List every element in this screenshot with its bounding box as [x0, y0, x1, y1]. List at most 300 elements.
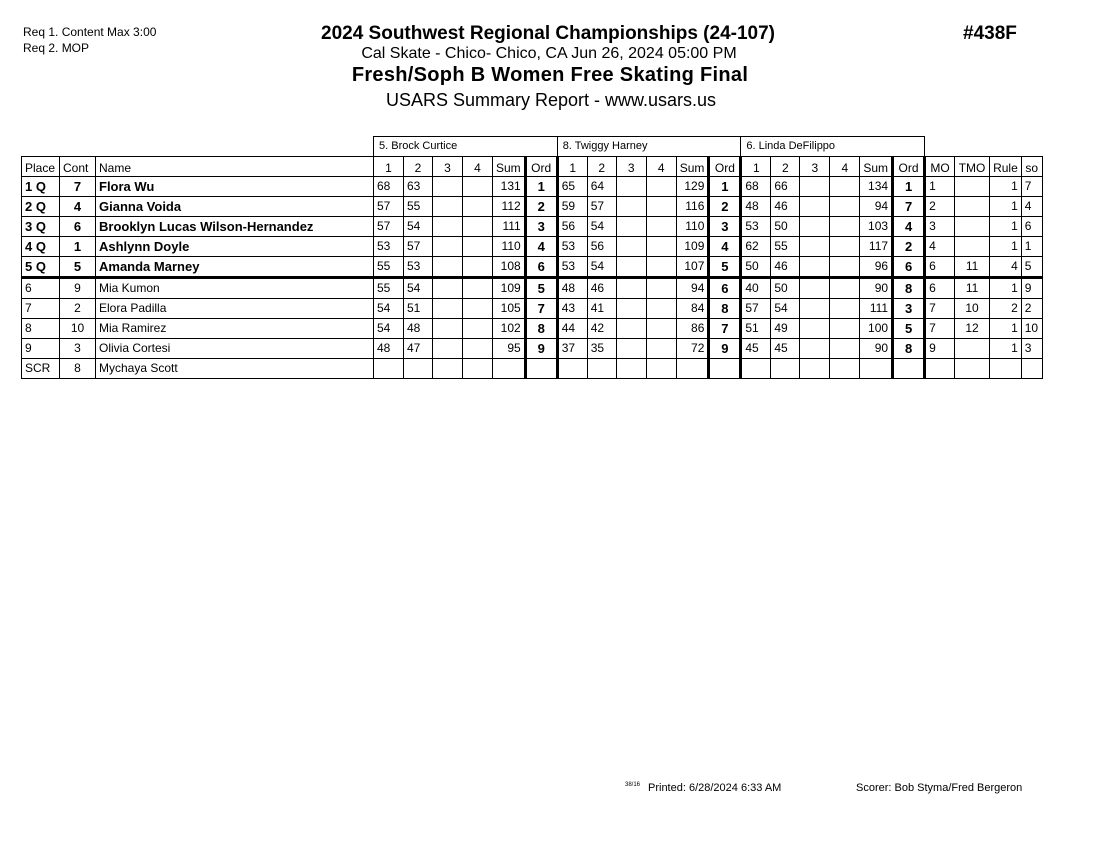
judge-1-sum-cell: 95	[493, 339, 526, 359]
judge-1-score-1-cell: 55	[374, 278, 404, 299]
judge-2-score-3-cell	[616, 177, 646, 197]
judge-3-sum-cell	[860, 359, 893, 379]
judge-2-sum-cell: 84	[676, 299, 709, 319]
judge-1-ordinal-cell: 9	[525, 339, 557, 359]
judge-2-sum-cell: 94	[676, 278, 709, 299]
mo-cell	[925, 359, 955, 379]
place-cell: 2 Q	[22, 197, 60, 217]
judge-1-sum-cell: 109	[493, 278, 526, 299]
judge-1-score-4-cell	[463, 319, 493, 339]
rule-cell	[990, 359, 1022, 379]
judge-2-score-1-cell: 44	[557, 319, 587, 339]
judge-1-sum-cell: 102	[493, 319, 526, 339]
col-j1-ord: Ord	[525, 157, 557, 177]
judge-1-sum-cell: 105	[493, 299, 526, 319]
mo-cell: 3	[925, 217, 955, 237]
judge-3-score-3-cell	[800, 217, 830, 237]
rule-cell: 1	[990, 319, 1022, 339]
col-j1-sum: Sum	[493, 157, 526, 177]
contestant-number-cell: 2	[60, 299, 96, 319]
judge-3-score-3-cell	[800, 237, 830, 257]
judge-2-score-4-cell	[646, 257, 676, 278]
judge-1-ordinal-cell: 4	[525, 237, 557, 257]
judge-1-score-2-cell	[404, 359, 433, 379]
judge-3-sum-cell: 134	[860, 177, 893, 197]
judge-3-sum-cell: 100	[860, 319, 893, 339]
judge-3-score-4-cell	[830, 339, 860, 359]
event-number: #438F	[963, 23, 1017, 44]
judge-3-ordinal-cell: 1	[893, 177, 925, 197]
judge-3-score-3-cell	[800, 197, 830, 217]
judge-1-score-1-cell: 54	[374, 299, 404, 319]
judge-2-ordinal-cell: 8	[709, 299, 741, 319]
table-row	[22, 177, 1043, 197]
judge-3-sum-cell: 90	[860, 278, 893, 299]
skater-name-cell: Mia Ramirez	[96, 319, 374, 339]
judge-2-score-4-cell	[646, 319, 676, 339]
judge-1-score-3-cell	[433, 319, 463, 339]
judge-2-sum-cell: 110	[676, 217, 709, 237]
judges-row	[22, 137, 1043, 157]
skater-name-cell: Brooklyn Lucas Wilson-Hernandez	[96, 217, 374, 237]
table-row	[22, 217, 1043, 237]
judge-2-score-3-cell	[616, 237, 646, 257]
judge-3-name: 6. Linda DeFilippo	[741, 137, 925, 157]
judge-1-sum-cell	[493, 359, 526, 379]
judge-2-ordinal-cell: 1	[709, 177, 741, 197]
skater-name-cell: Ashlynn Doyle	[96, 237, 374, 257]
so-cell: 1	[1021, 237, 1042, 257]
judge-3-score-4-cell	[830, 359, 860, 379]
so-cell	[1021, 359, 1042, 379]
tmo-cell: 12	[955, 319, 990, 339]
judge-1-sum-cell: 131	[493, 177, 526, 197]
skater-name-cell: Amanda Marney	[96, 257, 374, 278]
table-row	[22, 319, 1043, 339]
col-j1-s3: 3	[433, 157, 463, 177]
judge-3-score-1-cell: 68	[741, 177, 771, 197]
col-j2-s2: 2	[587, 157, 616, 177]
judge-3-score-1-cell: 48	[741, 197, 771, 217]
judge-2-score-2-cell: 46	[587, 278, 616, 299]
judge-3-score-4-cell	[830, 237, 860, 257]
contestant-number-cell: 5	[60, 257, 96, 278]
tmo-cell	[955, 217, 990, 237]
footer-code: 38/16	[625, 782, 641, 788]
judge-1-score-2-cell: 63	[404, 177, 433, 197]
contestant-number-cell: 1	[60, 237, 96, 257]
judge-3-score-3-cell	[800, 278, 830, 299]
tmo-cell: 11	[955, 278, 990, 299]
judge-3-sum-cell: 103	[860, 217, 893, 237]
judge-1-score-4-cell	[463, 257, 493, 278]
skater-name-cell: Mychaya Scott	[96, 359, 374, 379]
rule-cell: 2	[990, 299, 1022, 319]
judge-2-score-1-cell: 37	[557, 339, 587, 359]
competition-title: 2024 Southwest Regional Championships (24-107)	[321, 23, 775, 44]
judge-1-score-4-cell	[463, 359, 493, 379]
table-row	[22, 197, 1043, 217]
judge-1-sum-cell: 111	[493, 217, 526, 237]
judge-1-sum-cell: 108	[493, 257, 526, 278]
skater-name-cell: Flora Wu	[96, 177, 374, 197]
judge-2-sum-cell: 86	[676, 319, 709, 339]
place-cell: 3 Q	[22, 217, 60, 237]
judge-2-sum-cell	[676, 359, 709, 379]
requirement-2: Req 2. MOP	[23, 41, 90, 55]
judge-3-score-1-cell: 57	[741, 299, 771, 319]
col-j3-s1: 1	[741, 157, 771, 177]
judge-3-score-4-cell	[830, 299, 860, 319]
judge-1-ordinal-cell: 5	[525, 278, 557, 299]
judge-3-score-2-cell: 49	[771, 319, 800, 339]
judge-1-score-2-cell: 53	[404, 257, 433, 278]
judge-3-score-2-cell: 55	[771, 237, 800, 257]
judge-3-score-3-cell	[800, 319, 830, 339]
col-j2-sum: Sum	[676, 157, 709, 177]
skater-name-cell: Elora Padilla	[96, 299, 374, 319]
judge-1-score-3-cell	[433, 339, 463, 359]
judge-3-ordinal-cell: 3	[893, 299, 925, 319]
place-cell: 9	[22, 339, 60, 359]
judge-1-score-2-cell: 51	[404, 299, 433, 319]
judge-3-score-2-cell: 46	[771, 197, 800, 217]
col-j3-ord: Ord	[893, 157, 925, 177]
judge-2-score-3-cell	[616, 339, 646, 359]
judge-2-score-2-cell: 41	[587, 299, 616, 319]
judge-1-score-4-cell	[463, 177, 493, 197]
col-tmo: TMO	[955, 157, 990, 177]
judge-2-ordinal-cell: 9	[709, 339, 741, 359]
judge-2-sum-cell: 109	[676, 237, 709, 257]
judge-1-score-1-cell: 57	[374, 217, 404, 237]
judge-2-score-2-cell: 64	[587, 177, 616, 197]
judge-2-score-1-cell: 53	[557, 237, 587, 257]
judge-1-score-4-cell	[463, 278, 493, 299]
judge-2-score-2-cell: 57	[587, 197, 616, 217]
judge-2-score-1-cell: 53	[557, 257, 587, 278]
col-so: so	[1021, 157, 1042, 177]
judge-1-ordinal-cell: 2	[525, 197, 557, 217]
contestant-number-cell: 3	[60, 339, 96, 359]
table-row	[22, 237, 1043, 257]
judge-2-score-1-cell: 48	[557, 278, 587, 299]
rule-cell: 1	[990, 237, 1022, 257]
skater-name-cell: Mia Kumon	[96, 278, 374, 299]
so-cell: 9	[1021, 278, 1042, 299]
judge-2-ordinal-cell: 2	[709, 197, 741, 217]
header-row	[22, 157, 1043, 177]
judge-3-score-2-cell: 50	[771, 278, 800, 299]
judge-1-score-3-cell	[433, 197, 463, 217]
judge-1-ordinal-cell: 1	[525, 177, 557, 197]
so-cell: 6	[1021, 217, 1042, 237]
judge-1-sum-cell: 110	[493, 237, 526, 257]
rule-cell: 1	[990, 339, 1022, 359]
judge-3-score-1-cell: 51	[741, 319, 771, 339]
judge-1-score-2-cell: 54	[404, 217, 433, 237]
judge-1-score-2-cell: 57	[404, 237, 433, 257]
judge-3-score-4-cell	[830, 278, 860, 299]
judge-3-score-1-cell: 40	[741, 278, 771, 299]
judge-2-score-4-cell	[646, 237, 676, 257]
place-cell: 4 Q	[22, 237, 60, 257]
judge-3-score-3-cell	[800, 299, 830, 319]
judge-2-score-2-cell: 35	[587, 339, 616, 359]
judge-3-score-3-cell	[800, 177, 830, 197]
so-cell: 10	[1021, 319, 1042, 339]
judge-3-score-4-cell	[830, 257, 860, 278]
mo-cell: 6	[925, 257, 955, 278]
judge-1-score-4-cell	[463, 299, 493, 319]
tmo-cell: 11	[955, 257, 990, 278]
so-cell: 4	[1021, 197, 1042, 217]
judge-3-score-3-cell	[800, 339, 830, 359]
requirement-1: Req 1. Content Max 3:00	[23, 25, 157, 39]
judge-1-score-1-cell: 54	[374, 319, 404, 339]
col-rule: Rule	[990, 157, 1022, 177]
mo-cell: 7	[925, 319, 955, 339]
contestant-number-cell: 9	[60, 278, 96, 299]
col-j3-sum: Sum	[860, 157, 893, 177]
judge-1-score-3-cell	[433, 217, 463, 237]
judge-2-sum-cell: 72	[676, 339, 709, 359]
judge-2-score-1-cell: 65	[557, 177, 587, 197]
judge-2-score-2-cell: 42	[587, 319, 616, 339]
judge-1-score-2-cell: 48	[404, 319, 433, 339]
judge-3-ordinal-cell: 8	[893, 278, 925, 299]
judge-1-ordinal-cell: 7	[525, 299, 557, 319]
contestant-number-cell: 4	[60, 197, 96, 217]
col-j1-s2: 2	[404, 157, 433, 177]
judge-3-score-2-cell: 45	[771, 339, 800, 359]
judge-3-score-1-cell: 53	[741, 217, 771, 237]
judge-3-sum-cell: 94	[860, 197, 893, 217]
place-cell: SCR	[22, 359, 60, 379]
event-title: Fresh/Soph B Women Free Skating Final	[351, 64, 749, 86]
judge-3-score-4-cell	[830, 177, 860, 197]
judge-2-score-4-cell	[646, 339, 676, 359]
judge-3-score-1-cell: 62	[741, 237, 771, 257]
mo-cell: 9	[925, 339, 955, 359]
judge-3-score-1-cell: 45	[741, 339, 771, 359]
col-j3-s3: 3	[800, 157, 830, 177]
judge-3-score-4-cell	[830, 197, 860, 217]
judge-3-sum-cell: 96	[860, 257, 893, 278]
place-cell: 8	[22, 319, 60, 339]
judge-2-ordinal-cell: 6	[709, 278, 741, 299]
place-cell: 6	[22, 278, 60, 299]
judge-2-score-2-cell: 54	[587, 217, 616, 237]
mo-cell: 7	[925, 299, 955, 319]
so-cell: 5	[1021, 257, 1042, 278]
mo-cell: 4	[925, 237, 955, 257]
judge-2-score-2-cell	[587, 359, 616, 379]
mo-cell: 1	[925, 177, 955, 197]
judge-3-score-3-cell	[800, 359, 830, 379]
judge-1-score-3-cell	[433, 237, 463, 257]
judge-3-score-1-cell: 50	[741, 257, 771, 278]
judge-2-score-3-cell	[616, 257, 646, 278]
judge-2-score-3-cell	[616, 278, 646, 299]
judge-3-ordinal-cell: 6	[893, 257, 925, 278]
rule-cell: 1	[990, 197, 1022, 217]
contestant-number-cell: 8	[60, 359, 96, 379]
judge-2-score-1-cell: 59	[557, 197, 587, 217]
table-row	[22, 299, 1043, 319]
judge-2-score-4-cell	[646, 197, 676, 217]
judge-1-score-2-cell: 55	[404, 197, 433, 217]
judge-3-ordinal-cell	[893, 359, 925, 379]
printed-date: Printed: 6/28/2024 6:33 AM	[648, 782, 782, 794]
col-j2-s4: 4	[646, 157, 676, 177]
judge-2-score-3-cell	[616, 197, 646, 217]
contestant-number-cell: 6	[60, 217, 96, 237]
judge-3-sum-cell: 117	[860, 237, 893, 257]
judge-1-score-4-cell	[463, 217, 493, 237]
judge-1-score-2-cell: 47	[404, 339, 433, 359]
judge-2-ordinal-cell	[709, 359, 741, 379]
tmo-cell	[955, 197, 990, 217]
judge-1-score-1-cell: 68	[374, 177, 404, 197]
judge-1-ordinal-cell: 6	[525, 257, 557, 278]
col-j2-ord: Ord	[709, 157, 741, 177]
judge-2-score-4-cell	[646, 278, 676, 299]
judge-2-score-2-cell: 54	[587, 257, 616, 278]
col-j1-s4: 4	[463, 157, 493, 177]
contestant-number-cell: 10	[60, 319, 96, 339]
judge-2-sum-cell: 107	[676, 257, 709, 278]
judge-3-sum-cell: 111	[860, 299, 893, 319]
judge-2-sum-cell: 129	[676, 177, 709, 197]
results-table	[21, 136, 1043, 379]
col-j2-s1: 1	[557, 157, 587, 177]
judge-1-score-3-cell	[433, 278, 463, 299]
judge-1-score-2-cell: 54	[404, 278, 433, 299]
judge-2-score-4-cell	[646, 359, 676, 379]
col-j1-s1: 1	[374, 157, 404, 177]
judge-2-score-4-cell	[646, 299, 676, 319]
judge-1-score-1-cell: 53	[374, 237, 404, 257]
judge-3-score-4-cell	[830, 217, 860, 237]
col-mo: MO	[925, 157, 955, 177]
judge-1-score-4-cell	[463, 339, 493, 359]
place-cell: 5 Q	[22, 257, 60, 278]
judge-2-score-4-cell	[646, 177, 676, 197]
judge-1-score-3-cell	[433, 177, 463, 197]
judge-3-score-2-cell: 50	[771, 217, 800, 237]
judge-2-score-2-cell: 56	[587, 237, 616, 257]
judge-1-score-4-cell	[463, 197, 493, 217]
venue-line: Cal Skate - Chico- Chico, CA Jun 26, 2024 05:00 PM	[361, 45, 737, 62]
rule-cell: 1	[990, 278, 1022, 299]
table-row	[22, 359, 1043, 379]
tmo-cell	[955, 339, 990, 359]
judge-2-score-1-cell: 43	[557, 299, 587, 319]
table-row	[22, 278, 1043, 299]
judge-1-score-1-cell: 57	[374, 197, 404, 217]
judge-3-score-2-cell: 54	[771, 299, 800, 319]
col-place: Place	[22, 157, 60, 177]
col-cont: Cont	[60, 157, 96, 177]
judge-3-score-2-cell: 46	[771, 257, 800, 278]
judge-1-score-4-cell	[463, 237, 493, 257]
judge-3-ordinal-cell: 5	[893, 319, 925, 339]
judge-1-name: 5. Brock Curtice	[374, 137, 558, 157]
judge-3-score-2-cell: 66	[771, 177, 800, 197]
col-j2-s3: 3	[616, 157, 646, 177]
judge-2-ordinal-cell: 7	[709, 319, 741, 339]
judge-2-sum-cell: 116	[676, 197, 709, 217]
judge-2-score-1-cell: 56	[557, 217, 587, 237]
judge-2-ordinal-cell: 5	[709, 257, 741, 278]
tmo-cell	[955, 359, 990, 379]
rule-cell: 1	[990, 177, 1022, 197]
judge-2-score-3-cell	[616, 319, 646, 339]
place-cell: 7	[22, 299, 60, 319]
table-row	[22, 257, 1043, 278]
judge-1-score-1-cell	[374, 359, 404, 379]
skater-name-cell: Olivia Cortesi	[96, 339, 374, 359]
tmo-cell	[955, 177, 990, 197]
skater-name-cell: Gianna Voida	[96, 197, 374, 217]
judge-1-ordinal-cell: 3	[525, 217, 557, 237]
judge-3-score-2-cell	[771, 359, 800, 379]
col-j3-s4: 4	[830, 157, 860, 177]
judge-2-name: 8. Twiggy Harney	[557, 137, 741, 157]
judge-3-score-4-cell	[830, 319, 860, 339]
table-row	[22, 339, 1043, 359]
rule-cell: 4	[990, 257, 1022, 278]
judge-3-ordinal-cell: 7	[893, 197, 925, 217]
judge-1-ordinal-cell: 8	[525, 319, 557, 339]
judge-1-sum-cell: 112	[493, 197, 526, 217]
judge-2-score-3-cell	[616, 217, 646, 237]
col-j3-s2: 2	[771, 157, 800, 177]
judge-2-ordinal-cell: 3	[709, 217, 741, 237]
judge-2-ordinal-cell: 4	[709, 237, 741, 257]
judge-3-ordinal-cell: 4	[893, 217, 925, 237]
judge-2-score-3-cell	[616, 299, 646, 319]
judge-2-score-4-cell	[646, 217, 676, 237]
judge-1-ordinal-cell	[525, 359, 557, 379]
scorer: Scorer: Bob Styma/Fred Bergeron	[856, 782, 1023, 794]
contestant-number-cell: 7	[60, 177, 96, 197]
place-cell: 1 Q	[22, 177, 60, 197]
judge-1-score-3-cell	[433, 359, 463, 379]
tmo-cell	[955, 237, 990, 257]
judge-1-score-1-cell: 55	[374, 257, 404, 278]
mo-cell: 6	[925, 278, 955, 299]
judge-3-score-1-cell	[741, 359, 771, 379]
so-cell: 7	[1021, 177, 1042, 197]
judge-1-score-3-cell	[433, 257, 463, 278]
judge-3-ordinal-cell: 8	[893, 339, 925, 359]
tmo-cell: 10	[955, 299, 990, 319]
report-title: USARS Summary Report - www.usars.us	[385, 90, 717, 110]
col-name: Name	[96, 157, 374, 177]
so-cell: 2	[1021, 299, 1042, 319]
judge-2-score-3-cell	[616, 359, 646, 379]
so-cell: 3	[1021, 339, 1042, 359]
judge-1-score-1-cell: 48	[374, 339, 404, 359]
rule-cell: 1	[990, 217, 1022, 237]
judge-3-sum-cell: 90	[860, 339, 893, 359]
judge-3-score-3-cell	[800, 257, 830, 278]
judge-2-score-1-cell	[557, 359, 587, 379]
judge-3-ordinal-cell: 2	[893, 237, 925, 257]
judge-1-score-3-cell	[433, 299, 463, 319]
